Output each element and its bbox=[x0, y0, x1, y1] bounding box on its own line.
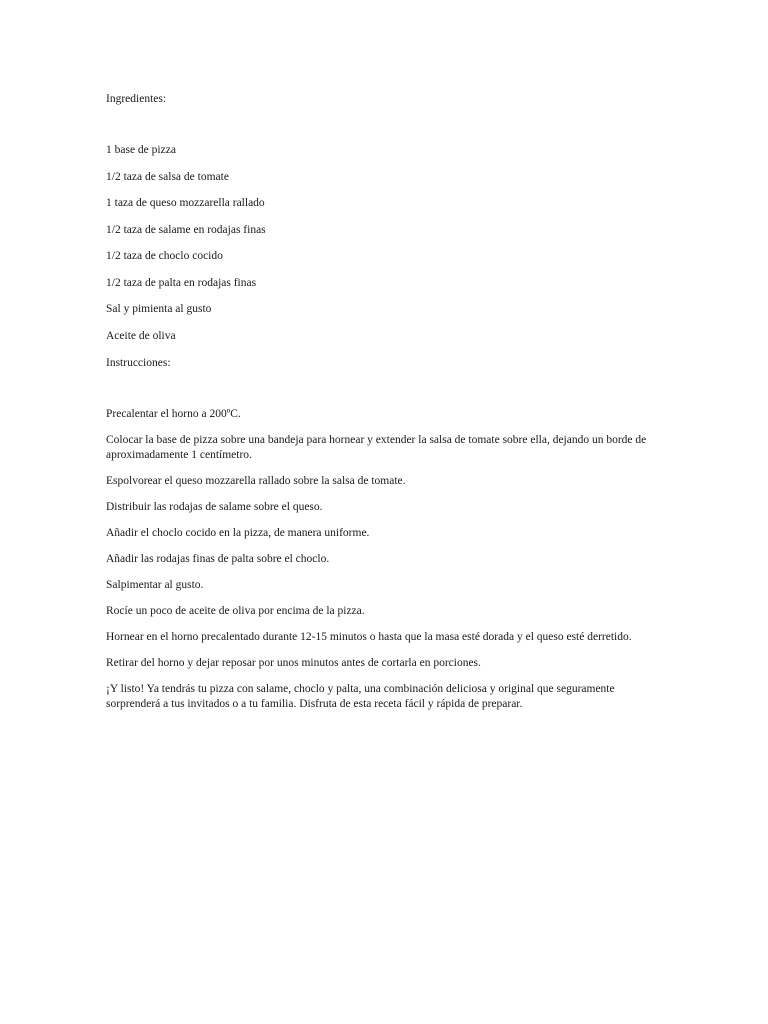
ingredient-item: Aceite de oliva bbox=[106, 329, 176, 342]
closing-paragraph: ¡Y listo! Ya tendrás tu pizza con salame, choclo y palta, una combinación deliciosa y original que seguramente sorprenderá a tus invitados o a tu familia. Disfruta de esta receta fácil y rápida de preparar. bbox=[106, 682, 615, 710]
ingredient-item: 1 base de pizza bbox=[106, 144, 176, 156]
ingredient-item: 1 taza de queso mozzarella rallado bbox=[106, 197, 265, 209]
instructions-list bbox=[106, 407, 668, 671]
instruction-step: Hornear en el horno precalentado durante 12-15 minutos o hasta que la masa esté dorada y el queso esté derretido. bbox=[106, 630, 632, 643]
instruction-step: Añadir las rodajas finas de palta sobre el choclo. bbox=[106, 552, 330, 565]
instruction-step: Añadir el choclo cocido en la pizza, de manera uniforme. bbox=[106, 526, 370, 539]
instruction-step: Retirar del horno y dejar reposar por unos minutos antes de cortarla en porciones. bbox=[106, 656, 481, 669]
instruction-step: Precalentar el horno a 200ºC. bbox=[106, 407, 241, 420]
instruction-step: Espolvorear el queso mozzarella rallado sobre la salsa de tomate. bbox=[106, 474, 406, 487]
instruction-step: Colocar la base de pizza sobre una bandeja para hornear y extender la salsa de tomate sobre ella, dejando un borde de aproximadamente 1 centímetro. bbox=[106, 433, 647, 461]
ingredient-item: Sal y pimienta al gusto bbox=[106, 303, 212, 315]
ingredient-item: 1/2 taza de choclo cocido bbox=[106, 250, 223, 262]
ingredient-item: 1/2 taza de salame en rodajas finas bbox=[106, 223, 266, 236]
ingredient-item: 1/2 taza de salsa de tomate bbox=[106, 170, 229, 183]
ingredients-list bbox=[106, 143, 668, 344]
instructions-heading: Instrucciones: bbox=[106, 356, 171, 369]
instruction-step: Salpimentar al gusto. bbox=[106, 578, 204, 591]
ingredients-heading: Ingredientes: bbox=[106, 93, 167, 105]
instruction-step: Distribuir las rodajas de salame sobre el queso. bbox=[106, 500, 323, 513]
instruction-step: Rocíe un poco de aceite de oliva por encima de la pizza. bbox=[106, 604, 365, 617]
ingredient-item: 1/2 taza de palta en rodajas finas bbox=[106, 276, 257, 289]
